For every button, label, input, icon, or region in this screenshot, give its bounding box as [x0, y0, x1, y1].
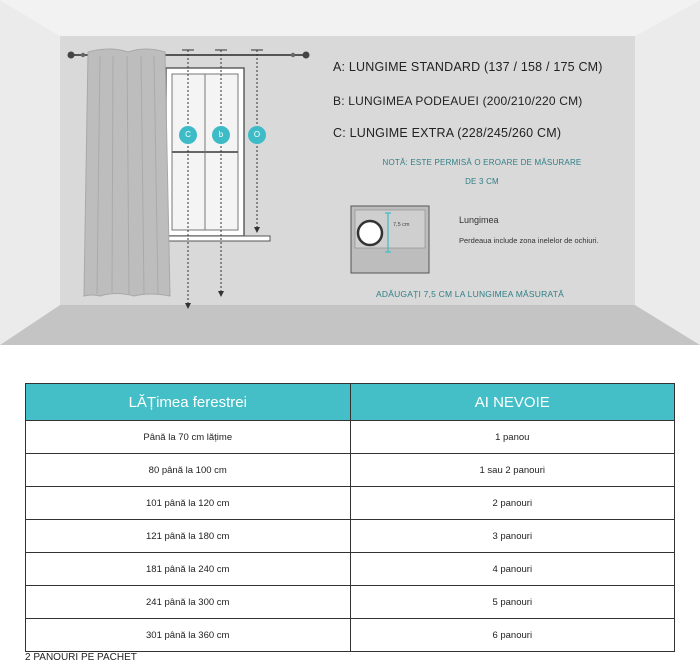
width-cell: 101 până la 120 cm: [26, 487, 351, 520]
table-row: [26, 520, 675, 553]
panels-cell: 4 panouri: [350, 553, 675, 586]
width-cell: 80 până la 100 cm: [26, 454, 351, 487]
width-cell: 241 până la 300 cm: [26, 586, 351, 619]
table-row: [26, 487, 675, 520]
table-header-row: [26, 384, 675, 421]
floor: [0, 305, 700, 345]
width-cell: Până la 70 cm lățime: [26, 421, 351, 454]
package-info: 2 PANOURI PE PACHET: [25, 652, 137, 663]
header-you-need: AI NEVOIE: [350, 384, 675, 421]
legend-floor-length: B: LUNGIMEA PODEAUEI (200/210/220 CM): [333, 94, 583, 108]
grommet-description: Perdeaua include zona inelelor de ochiuri.: [459, 236, 599, 245]
marker-a-icon: O: [248, 126, 266, 144]
window-sill: [160, 236, 270, 241]
width-cell: 301 până la 360 cm: [26, 619, 351, 652]
width-cell: 181 până la 240 cm: [26, 553, 351, 586]
grommet-title: Lungimea: [459, 215, 499, 225]
header-window-width: LĂȚimea ferestrei: [26, 384, 351, 421]
marker-c-icon: C: [179, 126, 197, 144]
panels-cell: 6 panouri: [350, 619, 675, 652]
panels-cell: 1 sau 2 panouri: [350, 454, 675, 487]
grommet-ring-icon: [358, 221, 382, 245]
panels-cell: 3 panouri: [350, 520, 675, 553]
width-cell: 121 până la 180 cm: [26, 520, 351, 553]
curtain-panel: [84, 49, 170, 296]
marker-b-icon: b: [212, 126, 230, 144]
table-row: [26, 454, 675, 487]
legend-extra-length: C: LUNGIME EXTRA (228/245/260 CM): [333, 126, 562, 140]
panels-cell: 5 panouri: [350, 586, 675, 619]
panel-size-table: [25, 383, 675, 652]
table-row: [26, 421, 675, 454]
measurement-error-note: NOTĂ: ESTE PERMISĂ O EROARE DE MĂSURARE: [382, 158, 582, 167]
table-row: [26, 586, 675, 619]
add-length-note: ADĂUGAȚI 7,5 CM LA LUNGIMEA MĂSURATĂ: [376, 289, 564, 299]
grommet-size-label: 7,5 cm: [393, 222, 410, 228]
panels-cell: 1 panou: [350, 421, 675, 454]
ceiling: [0, 0, 700, 36]
right-wall: [635, 0, 700, 345]
panels-cell: 2 panouri: [350, 487, 675, 520]
grommet-detail: [351, 206, 429, 273]
table-row: [26, 553, 675, 586]
table-row: [26, 619, 675, 652]
measurement-error-note-line2: DE 3 CM: [465, 177, 499, 186]
legend-standard-length: A: LUNGIME STANDARD (137 / 158 / 175 CM): [333, 60, 603, 74]
left-wall: [0, 0, 60, 345]
